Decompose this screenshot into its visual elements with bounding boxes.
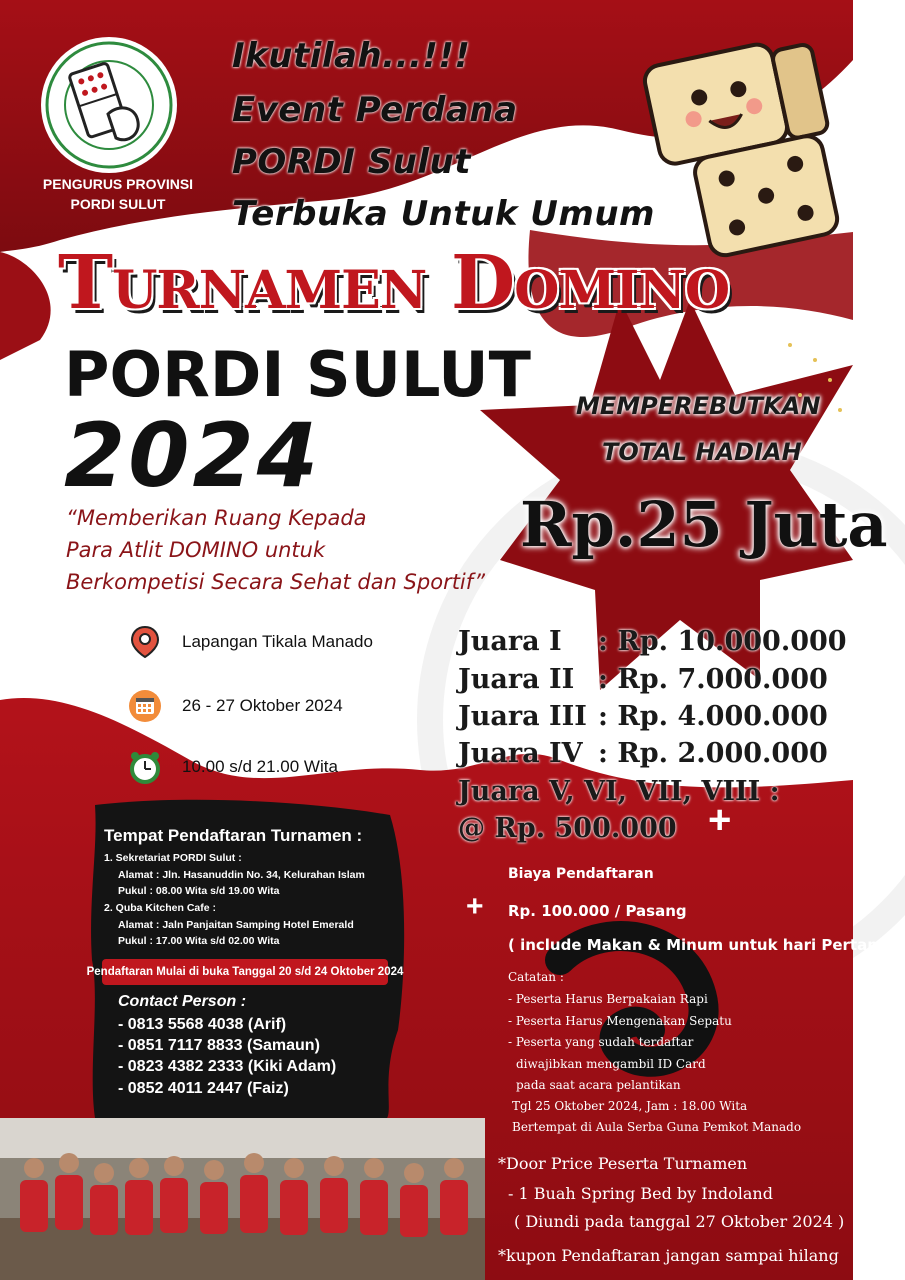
note-item-7: Bertempat di Aula Serba Guna Pemkot Manado [512,1120,802,1134]
door-prize-line-3: ( Diundi pada tanggal 27 Oktober 2024 ) [514,1212,845,1231]
note-item-1: - Peserta Harus Berpakaian Rapi [508,992,708,1006]
fee-amount: Rp. 100.000 / Pasang [508,902,687,920]
organization-name [18,174,218,214]
intro-line-3: PORDI Sulut [232,142,472,182]
contact-item-4: - 0852 4011 2447 (Faiz) [118,1080,289,1097]
contact-item-1: - 0813 5568 4038 (Arif) [118,1016,287,1033]
pordi-logo [38,34,180,176]
prize-banner-line-1: MEMPEREBUTKAN [576,392,821,420]
date-text: 26 - 27 Oktober 2024 [182,696,343,715]
door-prize-line-2: - 1 Buah Spring Bed by Indoland [508,1184,773,1203]
tagline-line-3: Berkompetisi Secara Sehat dan Sportif” [66,570,486,594]
intro-line-4: Terbuka Untuk Umum [232,194,655,234]
intro-line-2: Event Perdana [232,90,518,130]
registration-opening-badge: Pendaftaran Mulai di buka Tanggal 20 s/d 24 Oktober 2024 [102,959,388,985]
alarm-clock-icon [128,750,162,784]
prize-amount-3: : Rp. 4.000.000 [598,701,828,732]
prize-others-line-1: Juara V, VI, VII, VIII : [458,776,780,807]
prize-label-2: Juara II [458,664,575,695]
prize-label-3: Juara III [458,701,587,732]
registration-title: Tempat Pendaftaran Turnamen : [104,826,363,845]
tournament-subtitle: PORDI SULUT [64,338,531,411]
registration-line-6: Pukul : 17.00 Wita s/d 02.00 Wita [118,935,280,947]
contact-item-2: - 0851 7117 8833 (Samaun) [118,1037,320,1054]
tagline-line-2: Para Atlit DOMINO untuk [66,538,326,562]
map-pin-icon [128,625,162,659]
time-row [128,750,338,784]
prize-amount-4: : Rp. 2.000.000 [598,738,828,769]
note-item-2: - Peserta Harus Mengenakan Sepatu [508,1014,732,1028]
prize-row-3 [458,701,828,732]
prize-amount-2: : Rp. 7.000.000 [598,664,828,695]
prize-total: Rp.25 Juta [520,488,888,561]
fee-plus-icon: + [466,890,484,923]
registration-line-3: Pukul : 08.00 Wita s/d 19.00 Wita [118,885,280,897]
door-prize-line-4: *kupon Pendaftaran jangan sampai hilang [498,1246,839,1265]
organization-name-line2: PORDI SULUT [70,196,166,212]
contact-title: Contact Person : [118,993,247,1010]
prize-label-1: Juara I [458,626,562,657]
location-text: Lapangan Tikala Manado [182,632,373,651]
prize-label-4: Juara IV [458,738,583,769]
location-row [128,625,373,659]
registration-line-2: Alamat : Jln. Hasanuddin No. 34, Kelurahan Islam [118,869,365,881]
door-prize-line-1: *Door Price Peserta Turnamen [498,1154,748,1173]
tournament-title: Turnamen Domino [58,240,730,326]
prize-amount-1: : Rp. 10.000.000 [598,626,847,657]
calendar-icon [128,689,162,723]
note-item-4: diwajibkan mengambil ID Card [516,1057,706,1071]
fee-note: ( include Makan & Minum untuk hari Pertama ) [508,936,905,954]
registration-line-4: 2. Quba Kitchen Cafe : [104,902,217,914]
note-item-6: Tgl 25 Oktober 2024, Jam : 18.00 Wita [512,1099,748,1113]
registration-line-1: 1. Sekretariat PORDI Sulut : [104,852,242,864]
prize-row-4 [458,738,828,769]
tagline-line-1: “Memberikan Ruang Kepada [66,506,367,530]
note-item-5: pada saat acara pelantikan [516,1078,681,1092]
date-row [128,689,343,723]
prize-row-1 [458,626,847,657]
tournament-year: 2024 [64,404,321,507]
note-item-3: - Peserta yang sudah terdaftar [508,1035,694,1049]
dice-mascot-icon [640,30,845,260]
prize-banner-line-2: TOTAL HADIAH [602,438,802,466]
registration-line-5: Alamat : Jaln Panjaitan Samping Hotel Emerald [118,919,354,931]
notes-title: Catatan : [508,970,564,984]
organization-name-line1: PENGURUS PROVINSI [42,176,194,192]
contact-item-3: - 0823 4382 2333 (Kiki Adam) [118,1058,337,1075]
intro-line-1: Ikutilah...!!! [232,36,471,76]
plus-icon: + [708,798,732,842]
prize-row-2 [458,664,828,695]
time-text: 10.00 s/d 21.00 Wita [182,757,338,776]
fee-title: Biaya Pendaftaran [508,866,654,882]
prize-others-line-2: @ Rp. 500.000 [458,813,677,844]
